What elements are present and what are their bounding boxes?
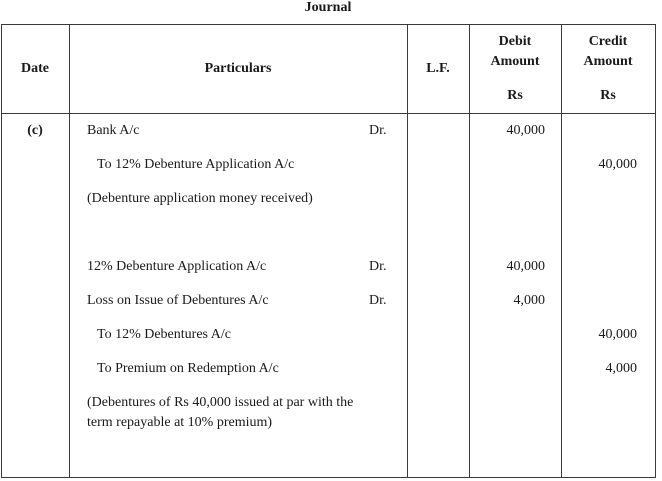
table-top-border [1, 24, 656, 25]
debit-amount: 4,000 [513, 293, 545, 308]
debit-header-unit: Rs [507, 88, 523, 103]
debit-amount: 40,000 [506, 123, 545, 138]
dr-marker: Dr. [369, 259, 387, 274]
particulars-cell: To 12% Debentures A/c [97, 327, 231, 342]
particulars-column-divider [407, 24, 408, 478]
particulars-header: Particulars [204, 61, 272, 76]
table-right-border [655, 24, 656, 478]
narration: (Debentures of Rs 40,000 issued at par with the term repayable at 10% premium) [87, 395, 354, 430]
header-divider [1, 113, 656, 114]
particulars-cell: Loss on Issue of Debentures A/c [87, 293, 269, 308]
journal-title: Journal [304, 0, 352, 15]
particulars-cell: 12% Debenture Application A/c [87, 259, 267, 274]
date-column-divider [69, 24, 70, 478]
credit-amount: 4,000 [605, 361, 637, 376]
journal-table [1, 24, 656, 478]
table-left-border [1, 24, 2, 478]
dr-marker: Dr. [369, 293, 387, 308]
credit-header-line1: Credit [588, 34, 628, 49]
dr-marker: Dr. [369, 123, 387, 138]
credit-header-line2: Amount [583, 54, 633, 69]
table-bottom-border [1, 477, 656, 478]
debit-header-line2: Amount [490, 54, 540, 69]
particulars-cell: To Premium on Redemption A/c [97, 361, 279, 376]
credit-amount: 40,000 [598, 327, 637, 342]
debit-header-line1: Debit [498, 34, 532, 49]
debit-amount: 40,000 [506, 259, 545, 274]
credit-amount: 40,000 [598, 157, 637, 172]
credit-header-unit: Rs [600, 88, 616, 103]
date-header: Date [21, 61, 49, 76]
particulars-cell: Bank A/c [87, 123, 140, 138]
lf-header: L.F. [426, 61, 450, 76]
particulars-cell: To 12% Debenture Application A/c [97, 157, 295, 172]
narration: (Debenture application money received) [87, 191, 313, 206]
entry-date: (c) [27, 123, 43, 138]
